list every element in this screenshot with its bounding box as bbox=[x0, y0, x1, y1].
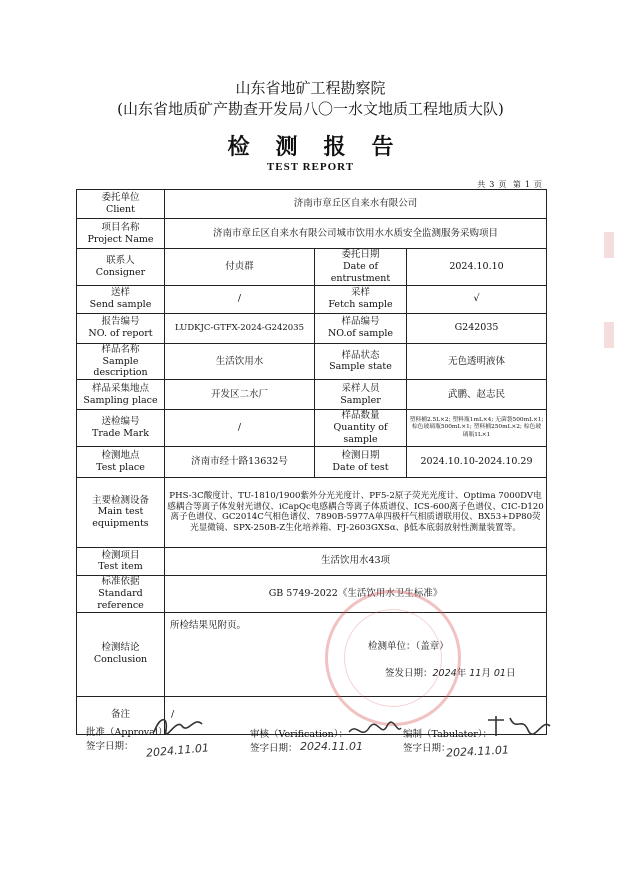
sample-no-value: G242035 bbox=[407, 313, 547, 343]
entrust-date-value: 2024.10.10 bbox=[407, 249, 547, 286]
sampler-value: 武鹏、赵志民 bbox=[407, 380, 547, 410]
verification-date-label: 签字日期： bbox=[250, 743, 298, 754]
verification-date: 2024.11.01 bbox=[300, 740, 363, 753]
test-item-value: 生活饮用水43项 bbox=[165, 547, 547, 575]
approval-label: 批准（Approval）： bbox=[86, 727, 173, 738]
test-place-value: 济南市经十路13632号 bbox=[165, 446, 315, 477]
equipment-label: 主要检测设备 Main test equipments bbox=[77, 477, 165, 547]
sample-name-label: 样品名称 Sample description bbox=[77, 343, 165, 380]
client-label: 委托单位 Client bbox=[77, 190, 165, 219]
trade-mark-value: / bbox=[165, 410, 315, 447]
send-sample-label: 送样 Send sample bbox=[77, 285, 165, 313]
sample-state-value: 无色透明液体 bbox=[407, 343, 547, 380]
verification-label: 审核（Verification）： bbox=[250, 729, 348, 740]
client-value: 济南市章丘区自来水有限公司 bbox=[165, 190, 547, 219]
tabulator-date-label: 签字日期： bbox=[403, 743, 451, 754]
report-title-en: TEST REPORT bbox=[266, 161, 355, 173]
project-label: 项目名称 Project Name bbox=[77, 219, 165, 249]
edge-seal-mark bbox=[604, 232, 614, 258]
edge-seal-mark bbox=[604, 322, 614, 348]
standard-value: GB 5749-2022《生活饮用水卫生标准》 bbox=[165, 575, 547, 612]
remark-label: 备注 bbox=[77, 696, 165, 734]
approval-signature bbox=[150, 712, 210, 740]
page-info: 共 3 页 第 1 页 bbox=[477, 180, 542, 189]
report-no-label: 报告编号 NO. of report bbox=[77, 313, 165, 343]
trade-mark-label: 送检编号 Trade Mark bbox=[77, 410, 165, 447]
test-date-label: 检测日期 Date of test bbox=[315, 446, 407, 477]
seal-note: 检测单位：（盖章） bbox=[368, 640, 449, 652]
official-stamp bbox=[325, 590, 461, 726]
org-name: 山东省地矿工程勘察院 bbox=[235, 79, 386, 97]
test-date-value: 2024.10.10-2024.10.29 bbox=[407, 446, 547, 477]
send-sample-value: / bbox=[165, 285, 315, 313]
report-table bbox=[76, 189, 547, 735]
approval-date: 2024.11.01 bbox=[145, 741, 210, 760]
standard-label: 标准依据 Standard reference bbox=[77, 575, 165, 612]
test-place-label: 检测地点 Test place bbox=[77, 446, 165, 477]
page-total: 3 bbox=[489, 180, 495, 189]
quantity-value: 塑料桶2.5L×2; 塑料瓶1mL×4; 无菌袋500mL×1; 棕色玻璃瓶500mL×1; 塑料桶250mL×2; 棕色玻璃瓶1L×1 bbox=[407, 410, 547, 447]
consigner-value: 付贞群 bbox=[165, 249, 315, 286]
sampling-place-value: 开发区二水厂 bbox=[165, 380, 315, 410]
equipment-value: PHS-3C酸度计、TU-1810/1900紫外分光光度计、PF5-2原子荧光光度计、Optima 7000DV电感耦合等离子体发射光谱仪、iCapQc电感耦合等离子体质谱仪、ICS-600离子色谱仪、CIC-D120离子色谱仪、GC2014C气相色谱仪、7890B-5977A单四极杆气相质谱联用仪、BX53+DP80荧光显微镜、SPX-250B-Z生化培养箱、FJ-2603GXSα、β低本底弱放射性测量装置等。 bbox=[165, 477, 547, 547]
report-title-cn: 检测报告 bbox=[227, 134, 420, 160]
remark-value: / bbox=[165, 696, 547, 734]
issue-date: 签发日期：2024年 11月 01日 bbox=[385, 667, 516, 679]
report-no-value: LUDKJC-GTFX-2024-G242035 bbox=[165, 313, 315, 343]
sampling-place-label: 样品采集地点 Sampling place bbox=[77, 380, 165, 410]
quantity-label: 样品数量 Quantity of sample bbox=[315, 410, 407, 447]
tabulator-label: 编制（Tabulator）： bbox=[403, 729, 492, 740]
entrust-date-label: 委托日期 Date of entrustment bbox=[315, 249, 407, 286]
approval-date-label: 签字日期： bbox=[86, 741, 134, 752]
sampler-label: 采样人员 Sampler bbox=[315, 380, 407, 410]
sample-name-value: 生活饮用水 bbox=[165, 343, 315, 380]
test-item-label: 检测项目 Test item bbox=[77, 547, 165, 575]
consigner-label: 联系人 Consigner bbox=[77, 249, 165, 286]
sample-state-label: 样品状态 Sample state bbox=[315, 343, 407, 380]
fetch-sample-value: √ bbox=[407, 285, 547, 313]
project-value: 济南市章丘区自来水有限公司城市饮用水水质安全监测服务采购项目 bbox=[165, 219, 547, 249]
org-subname: (山东省地质矿产勘查开发局八〇一水文地质工程地质大队) bbox=[117, 100, 504, 118]
conclusion-label: 检测结论 Conclusion bbox=[77, 612, 165, 696]
fetch-sample-label: 采样 Fetch sample bbox=[315, 285, 407, 313]
tabulator-date: 2024.11.01 bbox=[445, 743, 510, 760]
tabulator-signature bbox=[484, 712, 554, 740]
page-current: 1 bbox=[524, 180, 530, 189]
sample-no-label: 样品编号 NO.of sample bbox=[315, 313, 407, 343]
conclusion-text: 所检结果见附页。 bbox=[170, 619, 247, 631]
